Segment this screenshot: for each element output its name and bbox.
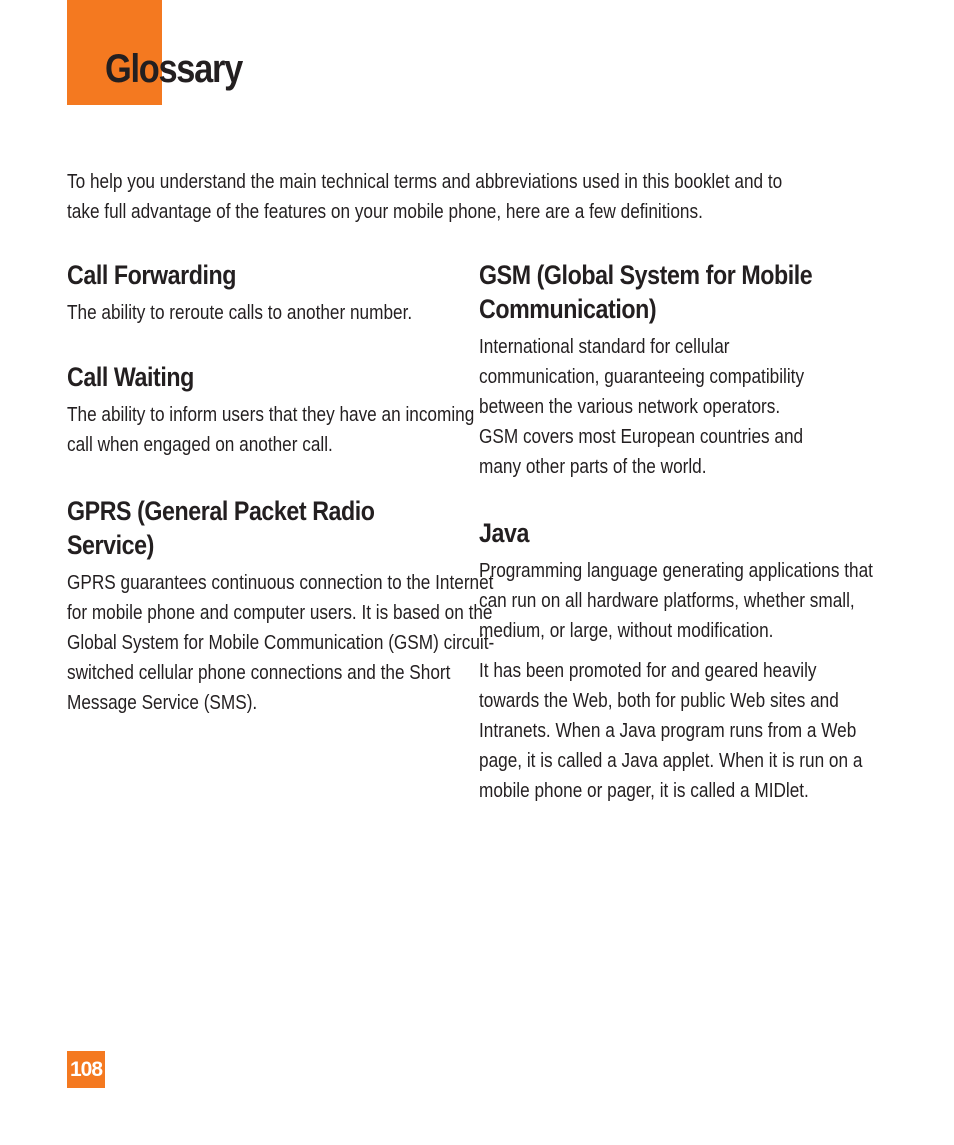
glossary-term: GSM (Global System for Mobile Communication) bbox=[479, 260, 813, 324]
page-title: Glossary bbox=[105, 47, 242, 91]
glossary-definition: GPRS guarantees continuous connection to the Internet for mobile phone and computer users. It is based on the Global System for Mobile Communication (GSM) circuit-switched cellular phone connections and the Short Message Service (SMS). bbox=[67, 572, 495, 714]
glossary-entry-java bbox=[479, 516, 929, 806]
glossary-term: Call Waiting bbox=[67, 362, 194, 392]
glossary-term: Call Forwarding bbox=[67, 260, 237, 290]
glossary-definition: It has been promoted for and geared heavily towards the Web, both for public Web sites and Intranets. When a Java program runs from a Web page, it is called a Java applet. When it is run on a mobile phone or pager, it is called a MIDlet. bbox=[479, 660, 863, 802]
glossary-definition: Programming language generating applications that can run on all hardware platforms, whether small, medium, or large, without modification. bbox=[479, 560, 873, 642]
glossary-entry-call-waiting bbox=[67, 360, 507, 494]
glossary-entry-call-forwarding bbox=[67, 258, 507, 360]
intro-paragraph: To help you understand the main technical terms and abbreviations used in this booklet and to take full advantage of the features on your mobile phone, here are a few definitions. bbox=[67, 171, 783, 223]
glossary-definition: International standard for cellular communication, guaranteeing compatibility between the various network operators. GSM covers most European countries and many other parts of the world. bbox=[479, 336, 805, 478]
glossary-definition: The ability to reroute calls to another number. bbox=[67, 302, 413, 324]
left-column bbox=[67, 258, 507, 718]
page-number-badge: 108 bbox=[67, 1051, 105, 1088]
right-column bbox=[479, 258, 929, 806]
glossary-entry-gprs bbox=[67, 494, 507, 718]
glossary-term: Java bbox=[479, 518, 529, 548]
glossary-definition: The ability to inform users that they have an incoming call when engaged on another call. bbox=[67, 404, 475, 456]
glossary-term: GPRS (General Packet Radio Service) bbox=[67, 496, 375, 560]
glossary-entry-gsm bbox=[479, 258, 929, 516]
